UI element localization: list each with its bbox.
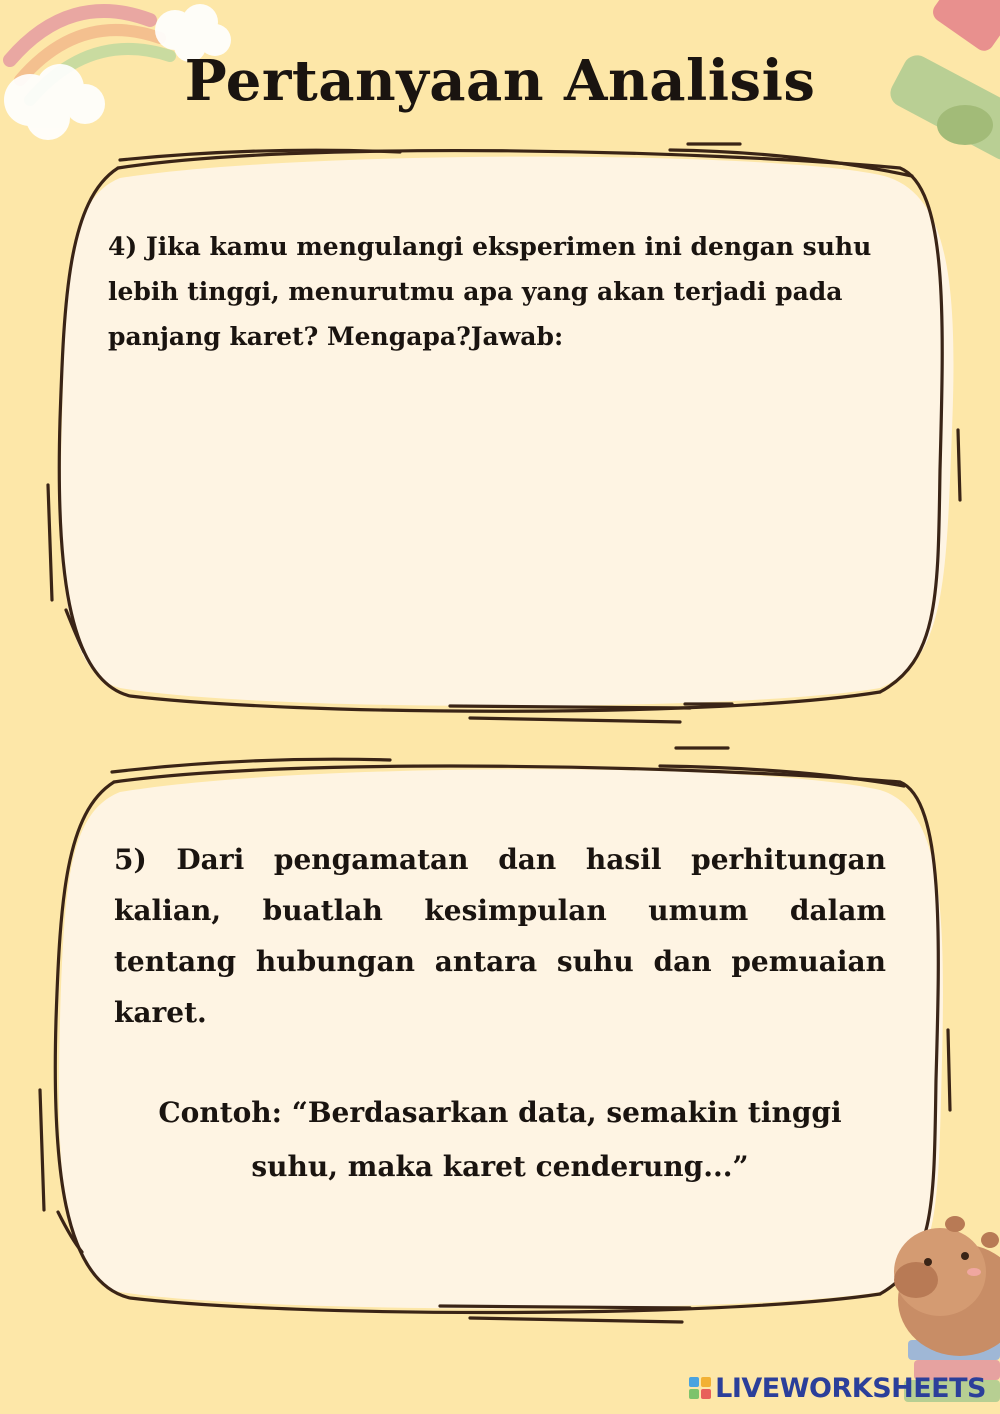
question-4-text: 4) Jika kamu mengulangi eksperimen ini dengan suhu lebih tinggi, menurutmu apa yang akan terjadi pada panjang karet? Mengapa?Jawab: bbox=[108, 232, 872, 351]
question-5-example: Contoh: “Berdasarkan data, semakin tinggi suhu, maka karet cenderung...” bbox=[158, 1096, 842, 1183]
watermark-text: LIVEWORKSHEETS bbox=[715, 1372, 986, 1404]
liveworksheets-watermark bbox=[689, 1368, 986, 1408]
question-5-text: 5) Dari pengamatan dan hasil perhitungan kalian, buatlah kesimpulan umum dalam tentang hubungan antara suhu dan pemuaian karet. bbox=[114, 843, 886, 1029]
page-title: Pertanyaan Analisis bbox=[184, 48, 816, 114]
liveworksheets-logo-icon bbox=[689, 1377, 711, 1399]
